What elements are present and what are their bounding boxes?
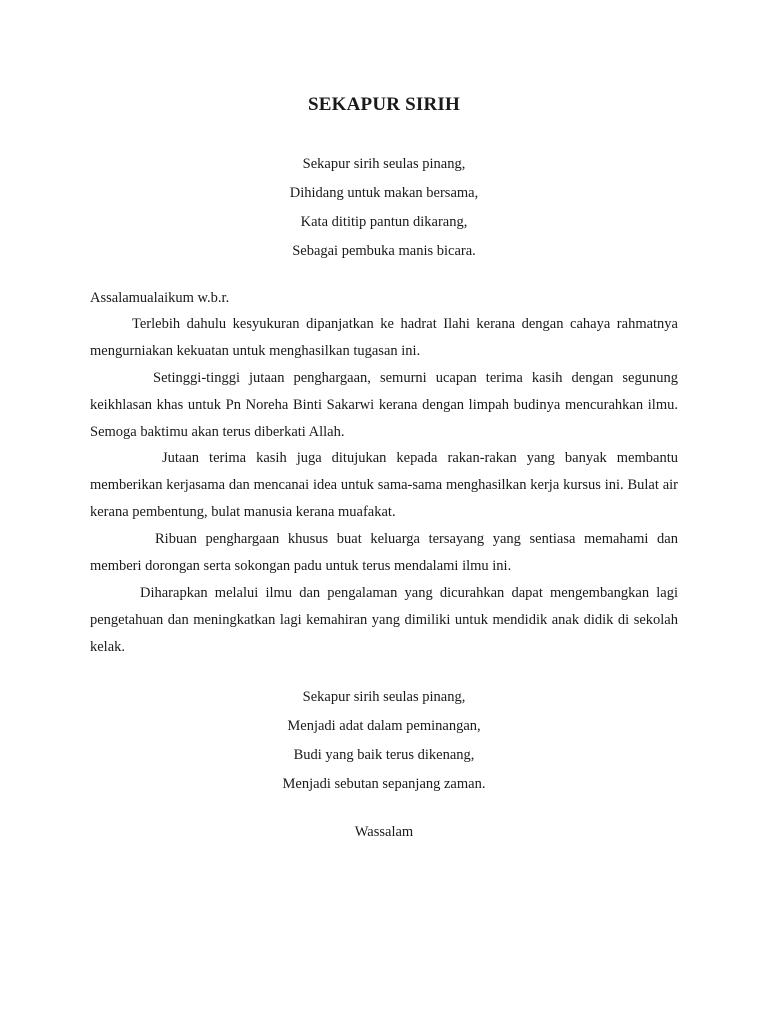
poem-line: Sekapur sirih seulas pinang, — [302, 156, 466, 172]
signoff: Wassalam — [354, 824, 414, 840]
poem-line: Menjadi sebutan sepanjang zaman. — [282, 776, 486, 792]
poem-line: Menjadi adat dalam peminangan, — [287, 718, 481, 734]
greeting: Assalamualaikum w.b.r. — [90, 290, 230, 306]
poem-line: Sebagai pembuka manis bicara. — [292, 243, 476, 259]
poem-line: Kata dititip pantun dikarang, — [300, 214, 468, 230]
paragraph: Ribuan penghargaan khusus buat keluarga tersayang yang sentiasa memahami dan memberi dorongan serta sokongan padu untuk terus mendalami ilmu ini. — [90, 531, 678, 574]
poem-line: Budi yang baik terus dikenang, — [293, 747, 475, 763]
paragraph: Diharapkan melalui ilmu dan pengalaman yang dicurahkan dapat mengembangkan lagi pengetahuan dan meningkatkan lagi kemahiran yang dimiliki untuk mendidik anak didik di sekolah kelak. — [90, 585, 678, 655]
closing-poem — [0, 683, 768, 799]
poem-line: Sekapur sirih seulas pinang, — [302, 689, 466, 705]
paragraph: Setinggi-tinggi jutaan penghargaan, semurni ucapan terima kasih dengan segunung keikhlasan khas untuk Pn Noreha Binti Sakarwi kerana dengan limpah budinya mencurahkan ilmu. Semoga baktimu akan terus diberkati Allah. — [90, 370, 678, 440]
paragraph: Jutaan terima kasih juga ditujukan kepada rakan-rakan yang banyak membantu memberikan kerjasama dan mencanai idea untuk sama-sama menghasilkan kerja kursus ini. Bulat air kerana pembentung, bulat manusia kerana muafakat. — [90, 450, 678, 520]
poem-line: Dihidang untuk makan bersama, — [289, 185, 479, 201]
opening-poem — [0, 150, 768, 266]
page-title: SEKAPUR SIRIH — [308, 94, 460, 115]
paragraph: Terlebih dahulu kesyukuran dipanjatkan ke hadrat Ilahi kerana dengan cahaya rahmatnya mengurniakan kekuatan untuk menghasilkan tugasan ini. — [90, 316, 678, 359]
